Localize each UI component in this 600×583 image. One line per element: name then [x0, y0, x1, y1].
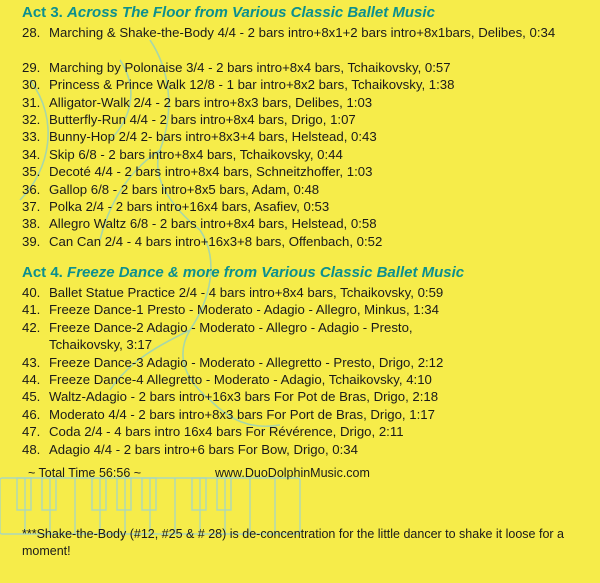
- track-description: Adagio 4/4 - 2 bars intro+6 bars For Bow, Drigo, 0:34: [49, 441, 358, 457]
- footnote: ***Shake-the-Body (#12, #25 & # 28) is de-concentration for the little dancer to shake it loose for a moment!: [22, 527, 564, 558]
- track-number: 40.: [22, 285, 41, 300]
- track-number: 38.: [22, 216, 41, 232]
- track-number: 39.: [22, 233, 41, 249]
- track-description: Freeze Dance-2 Adagio - Moderato - Allegro - Adagio - Presto, Tchaikovsky, 3:17: [49, 319, 413, 353]
- track-number: 41.: [22, 302, 41, 318]
- track-description: Waltz-Adagio - 2 bars intro+16x3 bars For Pot de Bras, Drigo, 2:18: [49, 389, 439, 405]
- act3-subtitle: Across The Floor from Various Classic Ballet Music: [67, 4, 435, 21]
- track-description: Butterfly-Run 4/4 - 2 bars intro+8x4 bars, Drigo, 1:07: [49, 111, 356, 127]
- track-description: Gallop 6/8 - 2 bars intro+8x5 bars, Adam, 0:48: [49, 181, 320, 197]
- track-number: 28.: [22, 25, 41, 40]
- track-number: 43.: [22, 354, 41, 370]
- act4-heading: [22, 264, 464, 281]
- track-description: Princess & Prince Walk 12/8 - 1 bar intro+8x2 bars, Tchaikovsky, 1:38: [49, 77, 455, 93]
- track-description: Polka 2/4 - 2 bars intro+16x4 bars, Asafiev, 0:53: [49, 198, 330, 214]
- track-number: 45.: [22, 389, 41, 405]
- track-number: 37.: [22, 198, 41, 214]
- track-description: Alligator-Walk 2/4 - 2 bars intro+8x3 bars, Delibes, 1:03: [49, 94, 373, 110]
- track-number: 32.: [22, 111, 41, 127]
- act4-prefix: Act 4.: [22, 264, 63, 281]
- track-description: Freeze Dance-1 Presto - Moderato - Adagio - Allegro, Minkus, 1:34: [49, 302, 439, 318]
- act4-subtitle: Freeze Dance & more from Various Classic Ballet Music: [67, 264, 465, 281]
- track-description: Moderato 4/4 - 2 bars intro+8x3 bars For Port de Bras, Drigo, 1:17: [49, 406, 435, 422]
- track-description: Bunny-Hop 2/4 2- bars intro+8x3+4 bars, Helstead, 0:43: [49, 129, 377, 145]
- track-description: Freeze Dance-3 Adagio - Moderato - Allegretto - Presto, Drigo, 2:12: [49, 354, 444, 370]
- website-link[interactable]: www.DuoDolphinMusic.com: [215, 466, 370, 480]
- total-time: ~ Total Time 56:56 ~: [28, 466, 142, 480]
- track-number: 31.: [22, 94, 41, 110]
- act3-prefix: Act 3.: [22, 4, 63, 21]
- track-number: 48.: [22, 441, 41, 457]
- track-description: Marching by Polonaise 3/4 - 2 bars intro+8x4 bars, Tchaikovsky, 0:57: [49, 59, 451, 75]
- track-description: Can Can 2/4 - 4 bars intro+16x3+8 bars, Offenbach, 0:52: [49, 233, 383, 249]
- track-description: Ballet Statue Practice 2/4 - 4 bars intro+8x4 bars, Tchaikovsky, 0:59: [49, 285, 444, 300]
- track-number: 30.: [22, 77, 41, 93]
- track-description: Marching & Shake-the-Body 4/4 - 2 bars intro+8x1+2 bars intro+8x1bars, Delibes, 0:34: [49, 25, 556, 40]
- track-description: Allegro Waltz 6/8 - 2 bars intro+8x4 bars, Helstead, 0:58: [49, 216, 377, 232]
- track-description: Freeze Dance-4 Allegretto - Moderato - Adagio, Tchaikovsky, 4:10: [49, 371, 432, 387]
- track-description: Skip 6/8 - 2 bars intro+8x4 bars, Tchaikovsky, 0:44: [49, 146, 343, 162]
- track-number: 44.: [22, 371, 41, 387]
- track-number: 46.: [22, 406, 41, 422]
- track-description: Coda 2/4 - 4 bars intro 16x4 bars For Révérence, Drigo, 2:11: [49, 424, 404, 440]
- track-number: 35.: [22, 164, 41, 180]
- track-number: 47.: [22, 424, 41, 440]
- track-number: 42.: [22, 319, 41, 335]
- track-number: 29.: [22, 59, 41, 75]
- track-description: Decoté 4/4 - 2 bars intro+8x4 bars, Schneitzhoffer, 1:03: [49, 164, 373, 180]
- track-number: 34.: [22, 146, 41, 162]
- act3-heading: [22, 4, 435, 21]
- track-number: 36.: [22, 181, 41, 197]
- track-number: 33.: [22, 129, 41, 145]
